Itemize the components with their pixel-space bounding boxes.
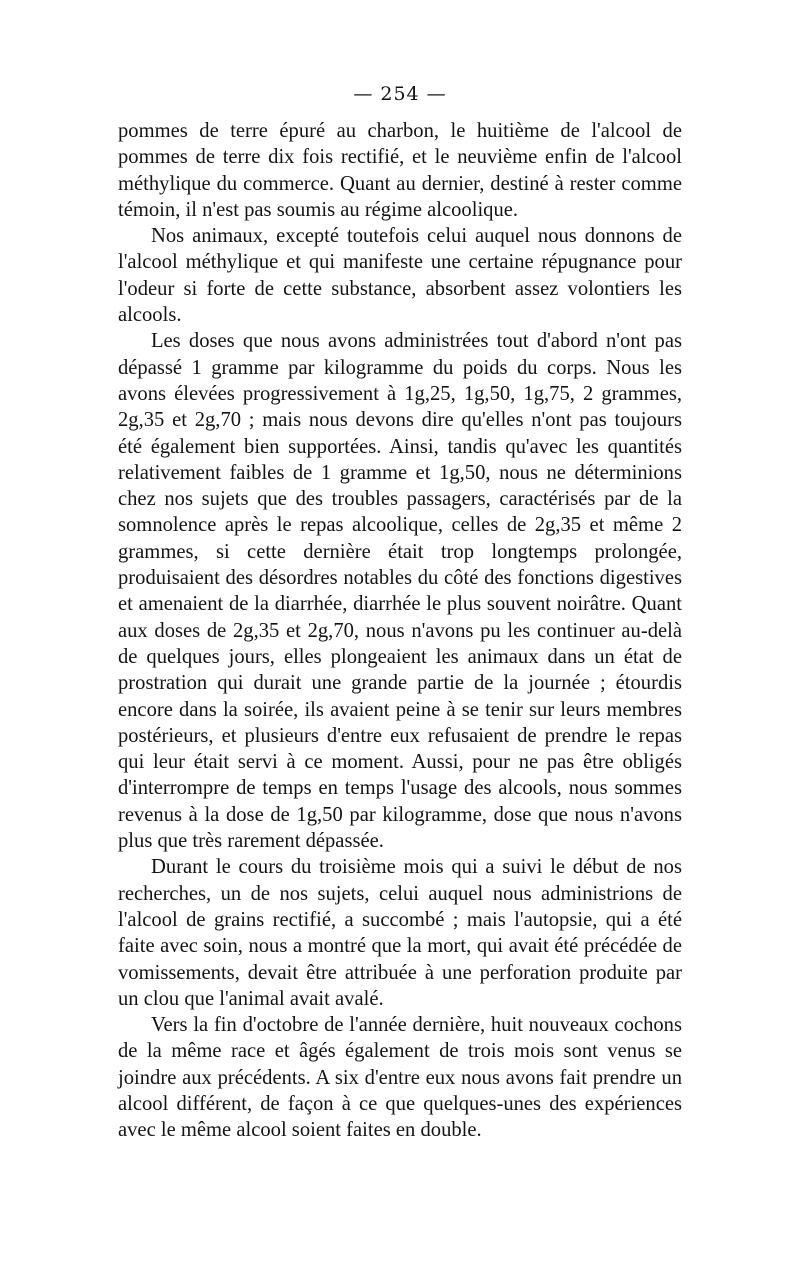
paragraph-continuation: pommes de terre épuré au charbon, le huitième de l'alcool de pommes de terre dix fois rectifié, et le neuvième enfin de l'alcool méthylique du commerce. Quant au dernier, destiné à rester comme témoin, il n'est pas soumis au régime alcoolique.: [118, 120, 682, 221]
paragraph-third-month: Durant le cours du troisième mois qui a suivi le début de nos recherches, un de nos sujets, celui auquel nous administrions de l'alcool de grains rectifié, a succombé ; mais l'autopsie, qui a été faite avec soin, nous a montré que la mort, qui avait été précédée de vomissements, devait être attribuée à une perforation produite par un clou que l'animal avait avalé.: [118, 856, 682, 1010]
paragraph-doses: Les doses que nous avons administrées tout d'abord n'ont pas dépassé 1 gramme par kilogramme du poids du corps. Nous les avons élevées progressivement à 1g,25, 1g,50, 1g,75, 2 grammes, 2g,35 et 2g,70 ; mais nous devons dire qu'elles n'ont pas toujours été également bien supportées. Ainsi, tandis qu'avec les quantités relativement faibles de 1 gramme et 1g,50, nous ne déterminions chez nos sujets que des troubles passagers, caractérisés par de la somnolence après le repas alcoolique, celles de 2g,35 et même 2 grammes, si cette dernière était trop longtemps prolongée, produisaient des désordres notables du côté des fonctions digestives et amenaient de la diarrhée, diarrhée le plus souvent noirâtre. Quant aux doses de 2g,35 et 2g,70, nous n'avons pu les continuer au-delà de quelques jours, elles plongeaient les animaux dans un état de prostration qui durait une grande partie de la journée ; étourdis encore dans la soirée, ils avaient peine à se tenir sur leurs membres postérieurs, et plusieurs d'entre eux refusaient de prendre le repas qui leur était servi à ce moment. Aussi, pour ne pas être obligés d'interrompre de temps en temps l'usage des alcools, nous sommes revenus à la dose de 1g,50 par kilogramme, dose que nous n'avons plus que très rarement dépassée.: [118, 330, 682, 853]
document-page: [118, 80, 682, 1144]
paragraph-animals-absorb: Nos animaux, excepté toutefois celui auquel nous donnons de l'alcool méthylique et qui manifeste une certaine répugnance pour l'odeur si forte de cette substance, absorbent assez volontiers les alcools.: [118, 225, 682, 327]
body-text: [118, 118, 682, 1144]
paragraph-october: Vers la fin d'octobre de l'année dernière, huit nouveaux cochons de la même race et âgés également de trois mois sont venus se joindre aux précédents. A six d'entre eux nous avons fait prendre un alcool différent, de façon à ce que quelques-unes des expériences avec le même alcool soient faites en double.: [118, 1014, 682, 1142]
page-number: — 254 —: [353, 83, 447, 105]
